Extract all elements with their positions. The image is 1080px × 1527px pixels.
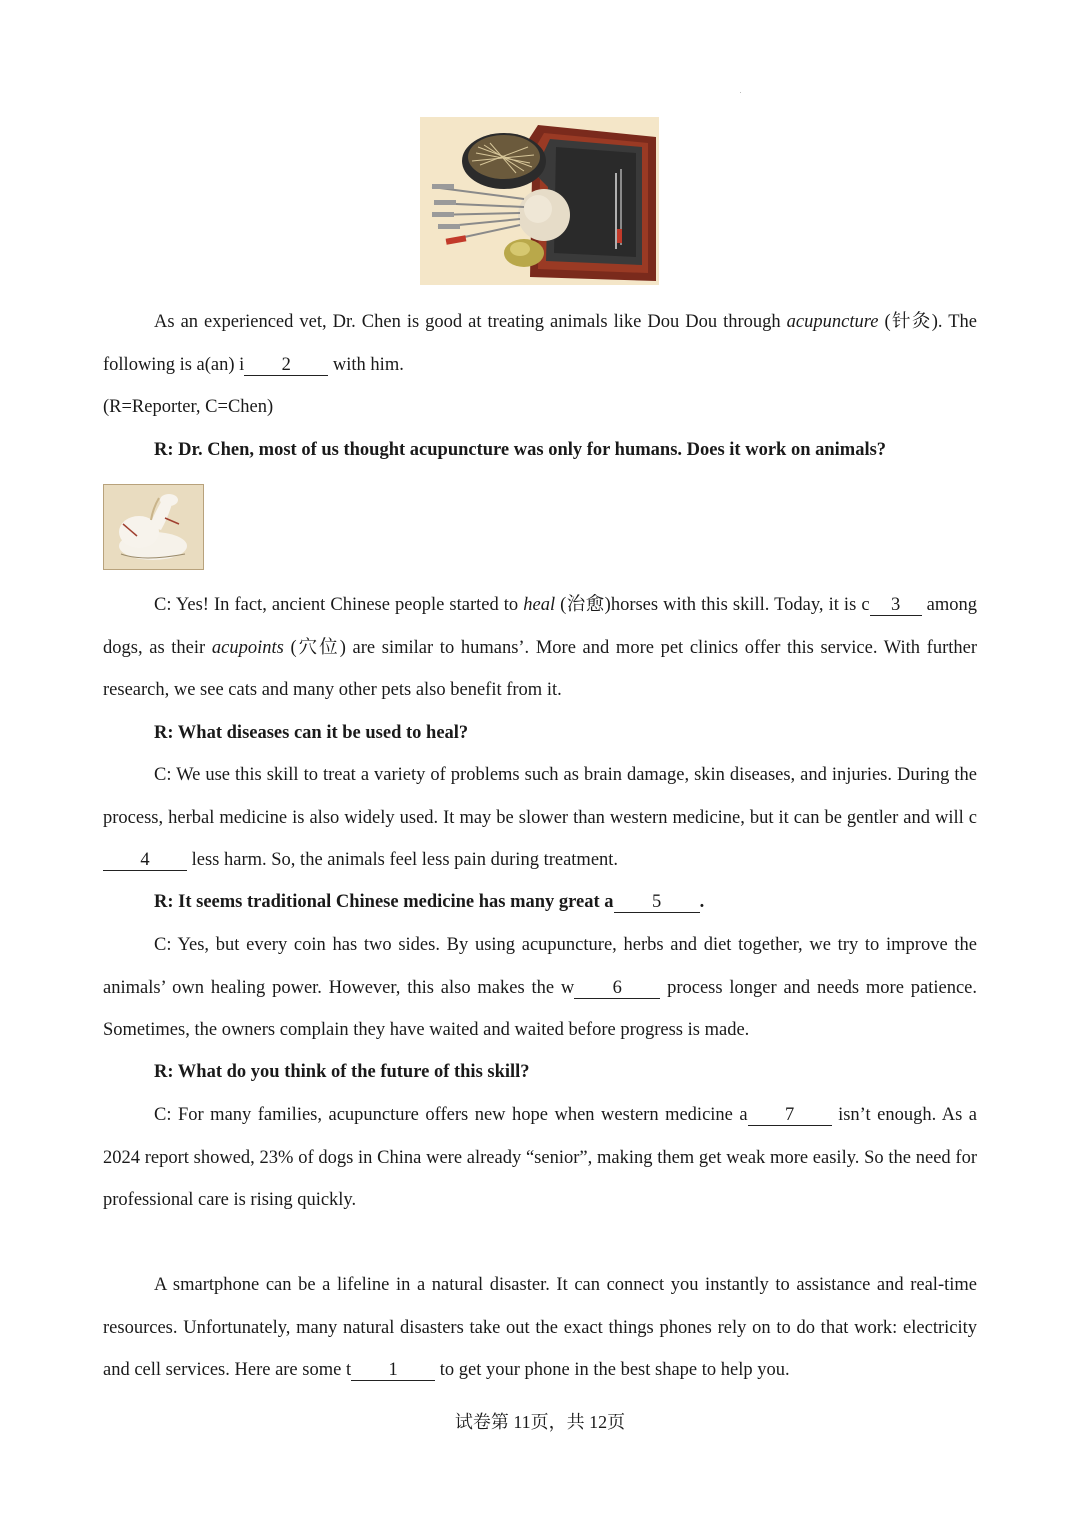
blank-1[interactable]: 1 (351, 1360, 435, 1381)
answer-4 (103, 1094, 977, 1222)
horse-image (103, 484, 204, 570)
intro-term-acupuncture: acupuncture (786, 312, 879, 332)
acupuncture-tools-image (420, 117, 659, 285)
blank-2[interactable]: 2 (244, 355, 328, 376)
answer-2-text-b: less harm. So, the animals feel less pain during treatment. (187, 850, 619, 870)
blank-7[interactable]: 7 (748, 1105, 832, 1126)
answer-4-text-a: C: For many families, acupuncture offers new hope when western medicine a (154, 1105, 748, 1125)
answer-3-text-a: C: Yes, but every coin has two sides. By using acupuncture, herbs and diet together, we try to improve the animals’ own healing power. However, this also makes the w (103, 935, 977, 998)
question-4: R: What do you think of the future of this skill? (154, 1062, 530, 1082)
intro-paragraph (103, 301, 977, 386)
answer-1-term-heal: heal (523, 595, 556, 615)
scan-speck (740, 92, 741, 93)
question-3-text-b: . (699, 892, 705, 912)
passage-2-text-b: to get your phone in the best shape to help you. (435, 1360, 790, 1380)
intro-text-a: As an experienced vet, Dr. Chen is good at treating animals like Dou Dou through (154, 312, 787, 332)
question-3 (103, 881, 977, 924)
question-2: R: What diseases can it be used to heal? (154, 723, 469, 743)
blank-4[interactable]: 4 (103, 850, 187, 871)
intro-text-b: (针灸). The following is a(an) i (103, 312, 977, 375)
blank-6[interactable]: 6 (574, 978, 660, 999)
question-1: R: Dr. Chen, most of us thought acupuncture was only for humans. Does it work on animals? (154, 440, 887, 460)
intro-text-c: with him. (328, 354, 404, 375)
answer-2 (103, 754, 977, 882)
blank-5[interactable]: 5 (614, 892, 700, 913)
blank-3[interactable]: 3 (870, 595, 922, 616)
speaker-legend: (R=Reporter, C=Chen) (103, 397, 274, 417)
answer-1-term-acupoints: acupoints (211, 637, 284, 658)
answer-1-text-b: (治愈)horses with this skill. Today, it is c (555, 595, 870, 615)
answer-1-text-c: among dogs, as their (103, 595, 977, 658)
passage-2-text-a: A smartphone can be a lifeline in a natural disaster. It can connect you instantly to assistance and real-time resources. Unfortunately, many natural disasters take out the exact things phones rely on to do that work: electricity and cell services. Here are some t (103, 1275, 977, 1380)
answer-3-text-b: process longer and needs more patience. Sometimes, the owners complain they have waited and waited before progress is made. (103, 977, 977, 1040)
page-footer: 试卷第 11页，共 12页 (454, 1412, 626, 1432)
question-3-text-a: R: It seems traditional Chinese medicine has many great a (154, 892, 614, 912)
answer-1 (103, 584, 977, 712)
answer-4-text-b: isn’t enough. As a 2024 report showed, 23% of dogs in China were already “senior”, making them get weak more easily. So the need for professional care is rising quickly. (103, 1105, 977, 1210)
answer-3 (103, 924, 977, 1052)
answer-1-text-a: C: Yes! In fact, ancient Chinese people started to (154, 595, 524, 615)
answer-2-text-a: C: We use this skill to treat a variety of problems such as brain damage, skin diseases, and injuries. During the process, herbal medicine is also widely used. It may be slower than western medicine, but it can be gentler and will c (103, 765, 977, 828)
answer-1-text-d: (穴位) are similar to humans’. More and more pet clinics offer this service. With further research, we see cats and many other pets also benefit from it. (103, 637, 978, 700)
passage-2-paragraph (103, 1264, 977, 1392)
